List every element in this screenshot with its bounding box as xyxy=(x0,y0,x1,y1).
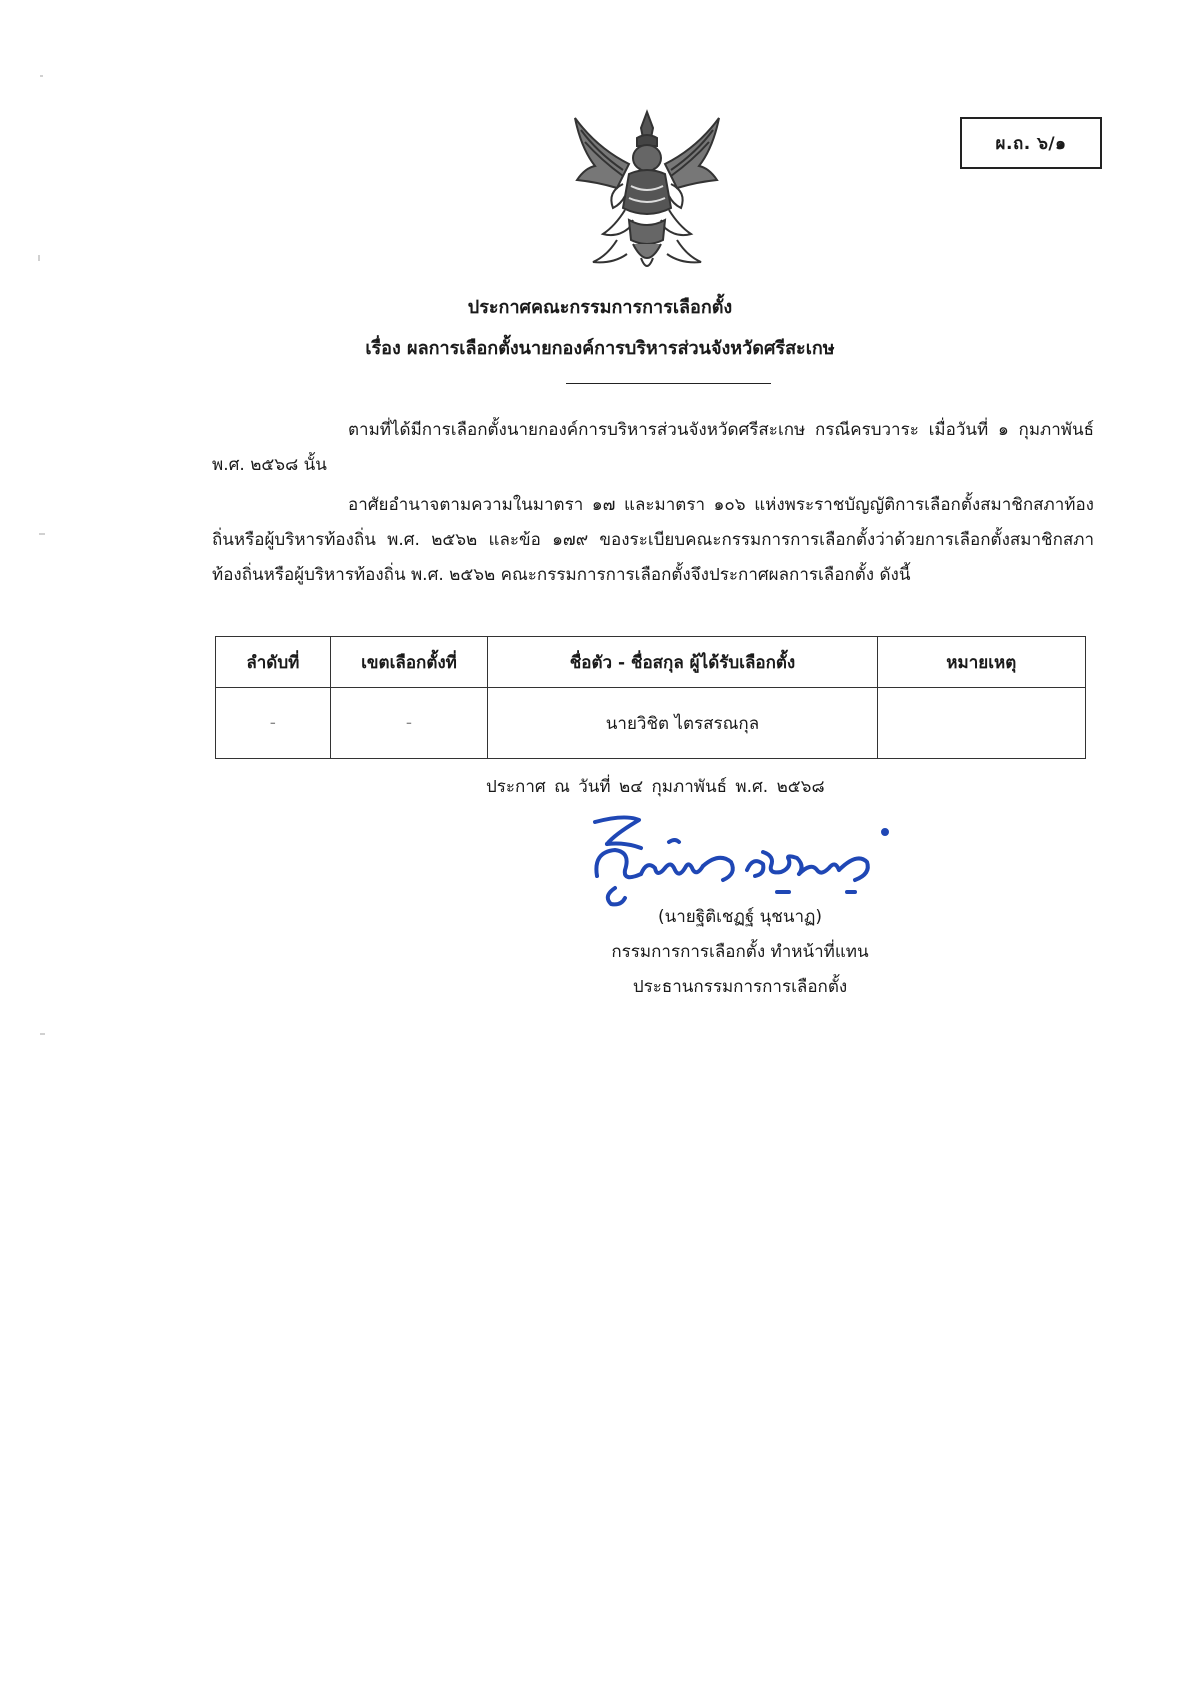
handwritten-signature-icon xyxy=(585,812,895,912)
scan-speck xyxy=(39,533,45,535)
column-header-constituency: เขตเลือกตั้งที่ xyxy=(330,637,488,688)
garuda-emblem-icon xyxy=(567,108,727,276)
announcement-date: ประกาศ ณ วันที่ ๒๔ กุมภาพันธ์ พ.ศ. ๒๕๖๘ xyxy=(486,777,825,797)
heading-divider xyxy=(566,383,771,384)
announcement-title: ประกาศคณะกรรมการการเลือกตั้ง xyxy=(467,297,733,318)
scan-speck xyxy=(40,1033,45,1035)
body-paragraph-2: อาศัยอำนาจตามความในมาตรา ๑๗ และมาตรา ๑๐๖ แห่งพระราชบัญญัติการเลือกตั้งสมาชิกสภาท้องถิ่นหรือผู้บริหารท้องถิ่น พ.ศ. ๒๕๖๒ และข้อ ๑๗๙ ของระเบียบคณะกรรมการการเลือกตั้งว่าด้วยการเลือกตั้งสมาชิกสภาท้องถิ่นหรือผู้บริหารท้องถิ่น พ.ศ. ๒๕๖๒ คณะกรรมการการเลือกตั้งจึงประกาศผลการเลือกตั้ง ดังนี้ xyxy=(212,495,1094,585)
form-code-box xyxy=(960,117,1102,169)
signer-position-2: ประธานกรรมการการเลือกตั้ง xyxy=(632,977,848,997)
announcement-subject: เรื่อง ผลการเลือกตั้งนายกองค์การบริหารส่วนจังหวัดศรีสะเกษ xyxy=(365,338,835,359)
signer-position: กรรมการการเลือกตั้ง ทำหน้าที่แทน xyxy=(611,942,869,962)
cell-remarks xyxy=(877,688,1085,759)
scan-speck xyxy=(38,255,40,261)
scan-speck xyxy=(40,75,43,77)
column-header-remarks: หมายเหตุ xyxy=(877,637,1085,688)
table-header-row xyxy=(216,637,1086,688)
election-results-table xyxy=(215,636,1086,759)
form-code-label: ผ.ถ. ๖/๑ xyxy=(995,133,1067,154)
table-row xyxy=(216,688,1086,759)
cell-order: - xyxy=(216,688,331,759)
column-header-elected-name: ชื่อตัว - ชื่อสกุล ผู้ได้รับเลือกตั้ง xyxy=(488,637,877,688)
cell-constituency: - xyxy=(330,688,488,759)
signer-name: (นายฐิติเชฏฐ์ นุชนาฏ) xyxy=(657,907,823,927)
body-paragraph-1: ตามที่ได้มีการเลือกตั้งนายกองค์การบริหารส่วนจังหวัดศรีสะเกษ กรณีครบวาระ เมื่อวันที่ ๑ กุมภาพันธ์ พ.ศ. ๒๕๖๘ นั้น xyxy=(212,420,1094,475)
cell-elected-name: นายวิชิต ไตรสรณกุล xyxy=(488,688,877,759)
column-header-order: ลำดับที่ xyxy=(216,637,331,688)
